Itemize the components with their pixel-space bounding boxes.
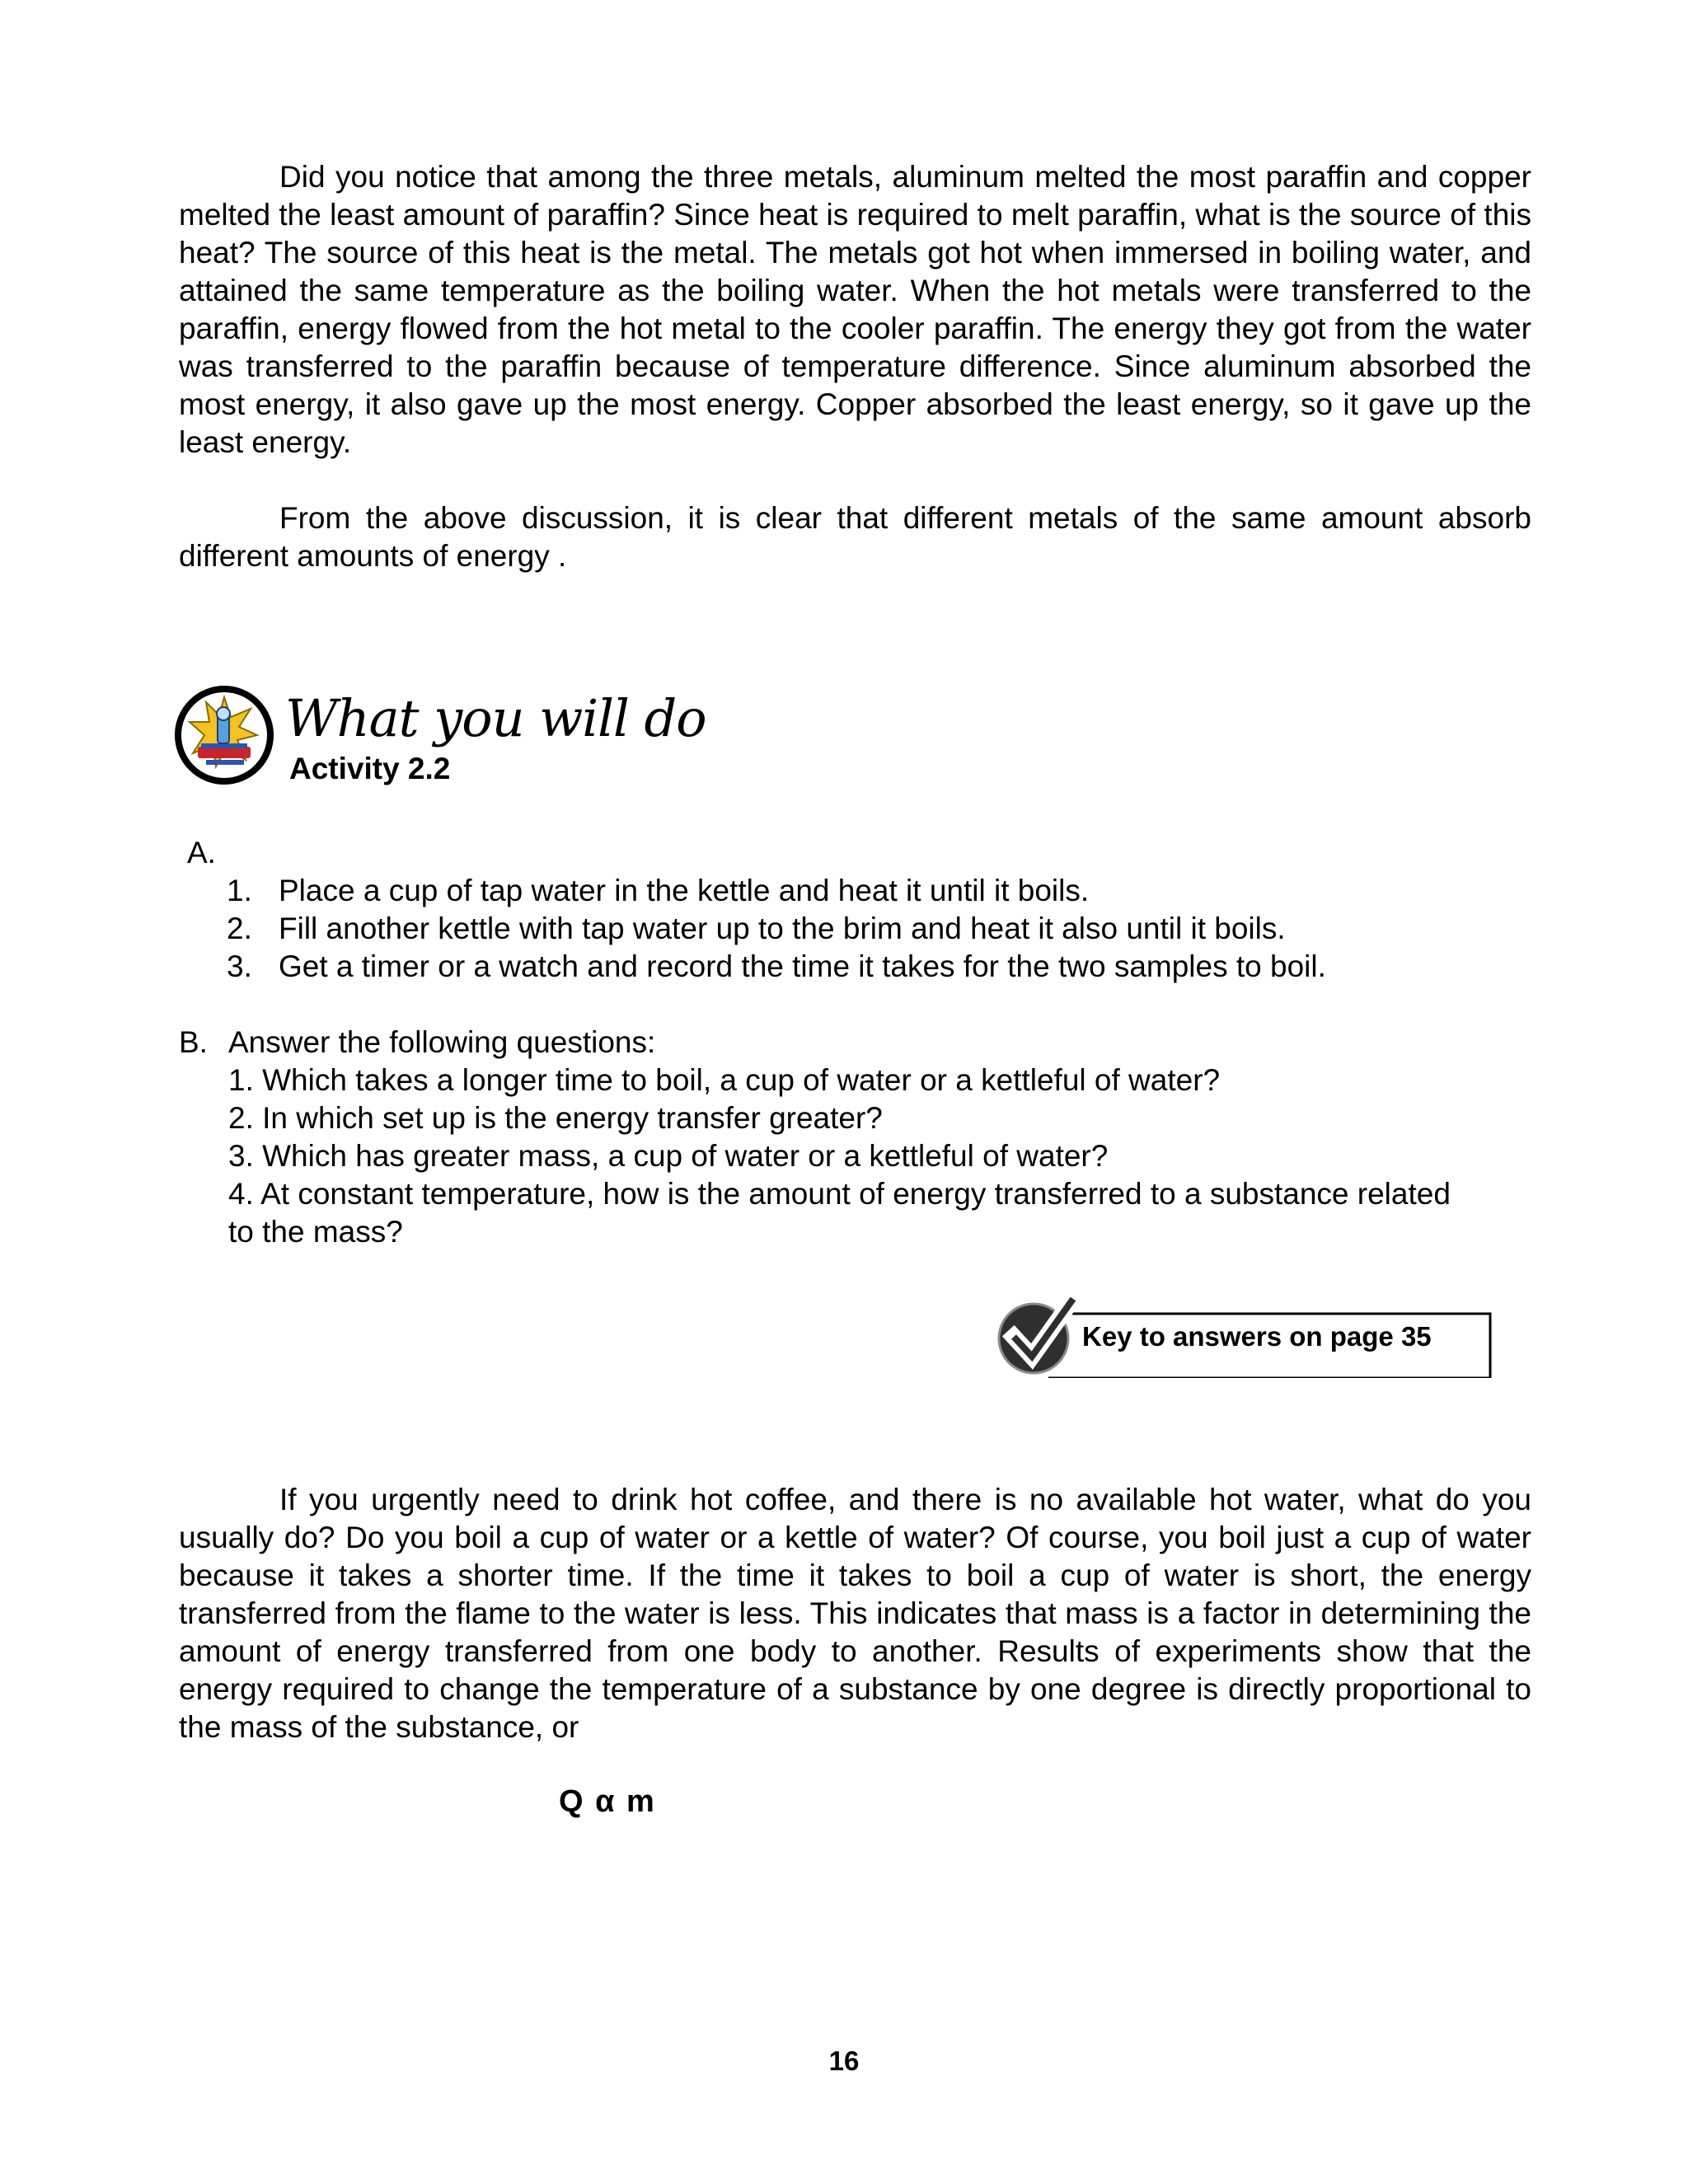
list-item: [227, 910, 1326, 948]
answer-key-box: [997, 1289, 1492, 1378]
activity-label: Activity 2.2: [289, 752, 451, 785]
answer-key-label: Key to answers on page 35: [1082, 1321, 1432, 1352]
list-item: [227, 948, 1326, 986]
step-number: 2.: [227, 912, 252, 945]
section-b-title: Answer the following questions:: [228, 1025, 656, 1059]
section-a-steps: [227, 872, 1326, 986]
discussion-paragraph: From the above discussion, it is clear that different metals of the same amount absorb different amounts of energy .: [179, 501, 1531, 573]
step-number: 1.: [227, 874, 252, 907]
section-b-questions: [228, 1062, 1465, 1251]
step-number: 3.: [227, 949, 252, 983]
step-text: Get a timer or a watch and record the time it takes for the two samples to boil.: [279, 949, 1326, 983]
section-a-letter: A.: [187, 836, 216, 869]
mass-paragraph: If you urgently need to drink hot coffee, and there is no available hot water, what do you usually do? Do you boil a cup of water or a kettle of water? Of course, you boil just a cup of water because it takes a shorter time. If the time it takes to boil a cup of water is short, the energy transferred from the flame to the water is less. This indicates that mass is a factor in determining the amount of energy transferred from one body to another. Results of experiments show that the energy required to change the temperature of a substance by one degree is directly proportional to the mass of the substance, or: [179, 1483, 1531, 1744]
list-item: 4. At constant temperature, how is the amount of energy transferred to a substance related to the mass?: [228, 1177, 1451, 1249]
step-text: Fill another kettle with tap water up to the brim and heat it also until it boils.: [279, 912, 1286, 945]
list-item: 1. Which takes a longer time to boil, a cup of water or a kettleful of water?: [228, 1063, 1221, 1097]
list-item: 2. In which set up is the energy transfer greater?: [228, 1101, 883, 1135]
page-number: 16: [828, 2046, 860, 2076]
activity-heading: What you will do: [285, 688, 706, 748]
intro-paragraph: Did you notice that among the three metals, aluminum melted the most paraffin and copper melted the least amount of paraffin? Since heat is required to melt paraffin, what is the source of this heat? The source of this heat is the metal. The metals got hot when immersed in boiling water, and attained the same temperature as the boiling water. When the hot metals were transferred to the paraffin, energy flowed from the hot metal to the cooler paraffin. The energy they got from the water was transferred to the paraffin because of temperature difference. Since aluminum absorbed the most energy, it also gave up the most energy. Copper absorbed the least energy, so it gave up the least energy.: [179, 160, 1531, 459]
list-item: [227, 872, 1326, 910]
proportionality-formula: Q α m: [559, 1784, 656, 1819]
step-text: Place a cup of tap water in the kettle and heat it until it boils.: [279, 874, 1090, 907]
list-item: 3. Which has greater mass, a cup of water or a kettleful of water?: [228, 1139, 1109, 1173]
microscope-lab-icon: [173, 684, 275, 786]
section-b-letter: B.: [179, 1025, 208, 1059]
